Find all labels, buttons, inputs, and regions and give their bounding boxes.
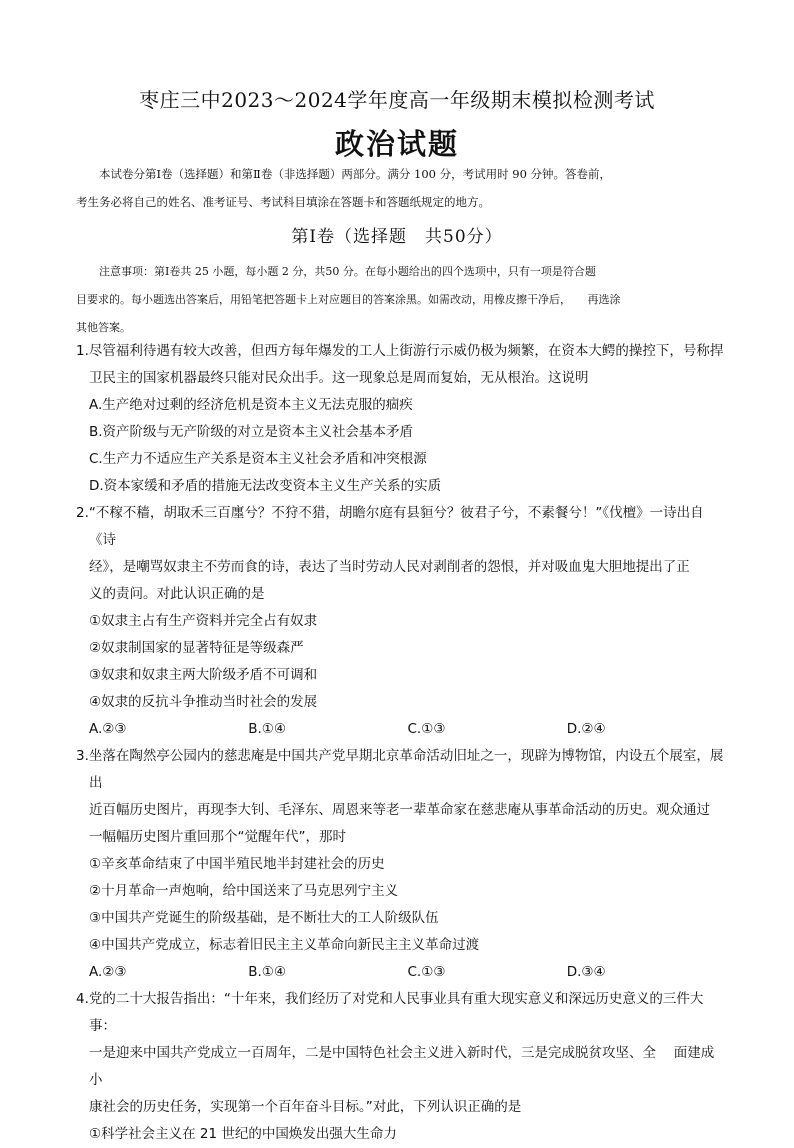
choice-row	[76, 716, 726, 743]
choice-d: D.③④	[566, 964, 606, 980]
question-stem: 一幅幅历史图片重回那个“觉醒年代”，那时	[89, 829, 346, 845]
question-list	[76, 338, 726, 1148]
exam-title: 枣庄三中2023～2024学年度高一年级期末模拟检测考试	[139, 88, 655, 112]
statement-1: ①奴隶主占有生产资料并完全占有奴隶	[89, 613, 318, 629]
statement-4: ④奴隶的反抗斗争推动当时社会的发展	[89, 694, 318, 710]
option-d: D.资本家缓和矛盾的措施无法改变资本主义生产关系的实质	[89, 478, 442, 494]
statement-2: ②奴隶制国家的显著特征是等级森严	[89, 640, 304, 656]
choice-b: B.①④	[248, 721, 287, 737]
option-b: B.资产阶级与无产阶级的对立是资本主义社会基本矛盾	[89, 424, 414, 440]
statement-3: ③奴隶和奴隶主两大阶级矛盾不可调和	[89, 667, 318, 683]
question-stem: 一是迎来中国共产党成立一百周年，二是中国特色社会主义进入新时代，三是完成脱贫攻坚、全 面建成小	[89, 1045, 715, 1088]
question-stem: 近百幅历史图片，再现李大钊、毛泽东、周恩来等老一辈革命家在慈悲庵从事革命活动的历史。观众通过	[89, 802, 710, 818]
intro-line: 考生务必将自己的姓名、准考证号、考试科目填涂在答题卡和答题纸规定的地方。	[76, 195, 490, 209]
question-stem: 卫民主的国家机器最终只能对民众出手。这一现象总是周而复始，无从根治。这说明	[89, 370, 589, 386]
choice-c: C.①③	[407, 964, 446, 980]
choice-a: A.②③	[89, 964, 127, 980]
choice-c: C.①③	[407, 721, 446, 737]
notice-line: 其他答案。	[76, 321, 131, 334]
question-3	[76, 743, 726, 986]
statement-3: ③中国共产党诞生的阶级基础，是不断壮大的工人阶级队伍	[89, 910, 439, 926]
question-stem: 2.“不稼不穑，胡取禾三百廛兮？不狩不猎，胡瞻尔庭有县貆兮？彼君子兮，不素餐兮！”《伐檀》一诗出自《诗	[76, 505, 704, 548]
intro-line: 本试卷分第Ⅰ卷（选择题）和第Ⅱ卷（非选择题）两部分。满分 100 分，考试用时 90 分钟。答卷前，	[99, 167, 612, 181]
notice	[76, 258, 722, 342]
question-2	[76, 500, 726, 743]
question-stem: 3.坐落在陶然亭公园内的慈悲庵是中国共产党早期北京革命活动旧址之一，现辟为博物馆，内设五个展室，展出	[76, 748, 724, 791]
question-stem: 义的责问。对此认识正确的是	[89, 586, 265, 602]
question-stem: 1.尽管福利待遇有较大改善，但西方每年爆发的工人上街游行示威仍极为频繁，在资本大鳄的操控下，号称捍	[76, 343, 724, 359]
statement-1: ①辛亥革命结束了中国半殖民地半封建社会的历史	[89, 856, 385, 872]
statement-2: ②十月革命一声炮响，给中国送来了马克思列宁主义	[89, 883, 399, 899]
question-4	[76, 986, 726, 1148]
exam-subject-title: 政治试题	[334, 127, 459, 161]
question-stem: 康社会的历史任务，实现第一个百年奋斗目标。”对此，下列认识正确的是	[89, 1099, 522, 1115]
option-c: C.生产力不适应生产关系是资本主义社会矛盾和冲突根源	[89, 451, 427, 467]
choice-b: B.①④	[248, 964, 287, 980]
question-stem: 4.党的二十大报告指出：“十年来，我们经历了对党和人民事业具有重大现实意义和深远历史意义的三件大事：	[76, 991, 704, 1034]
notice-line: 目要求的。每小题选出答案后，用铅笔把答题卡上对应题目的答案涂黑。如需改动，用橡皮擦干净后， 再选涂	[76, 293, 621, 306]
exam-intro	[76, 160, 722, 216]
choice-a: A.②③	[89, 721, 127, 737]
notice-line: 注意事项：第Ⅰ卷共 25 小题，每小题 2 分，共50 分。在每小题给出的四个选项中，只有一项是符合题	[99, 265, 596, 278]
question-stem: 经》，是嘲骂奴隶主不劳而食的诗，表达了当时劳动人民对剥削者的怨恨，并对吸血鬼大胆地提出了正	[89, 559, 690, 575]
option-a: A.生产绝对过剩的经济危机是资本主义无法克服的痼疾	[89, 397, 413, 413]
question-1	[76, 338, 726, 500]
statement-4: ④中国共产党成立，标志着旧民主主义革命向新民主主义革命过渡	[89, 937, 480, 953]
choice-row	[76, 959, 726, 986]
choice-d: D.②④	[566, 721, 606, 737]
section-title: 第Ⅰ卷（选择题 共50分）	[291, 227, 503, 247]
statement-1: ①科学社会主义在 21 世纪的中国焕发出强大生命力	[89, 1126, 397, 1142]
